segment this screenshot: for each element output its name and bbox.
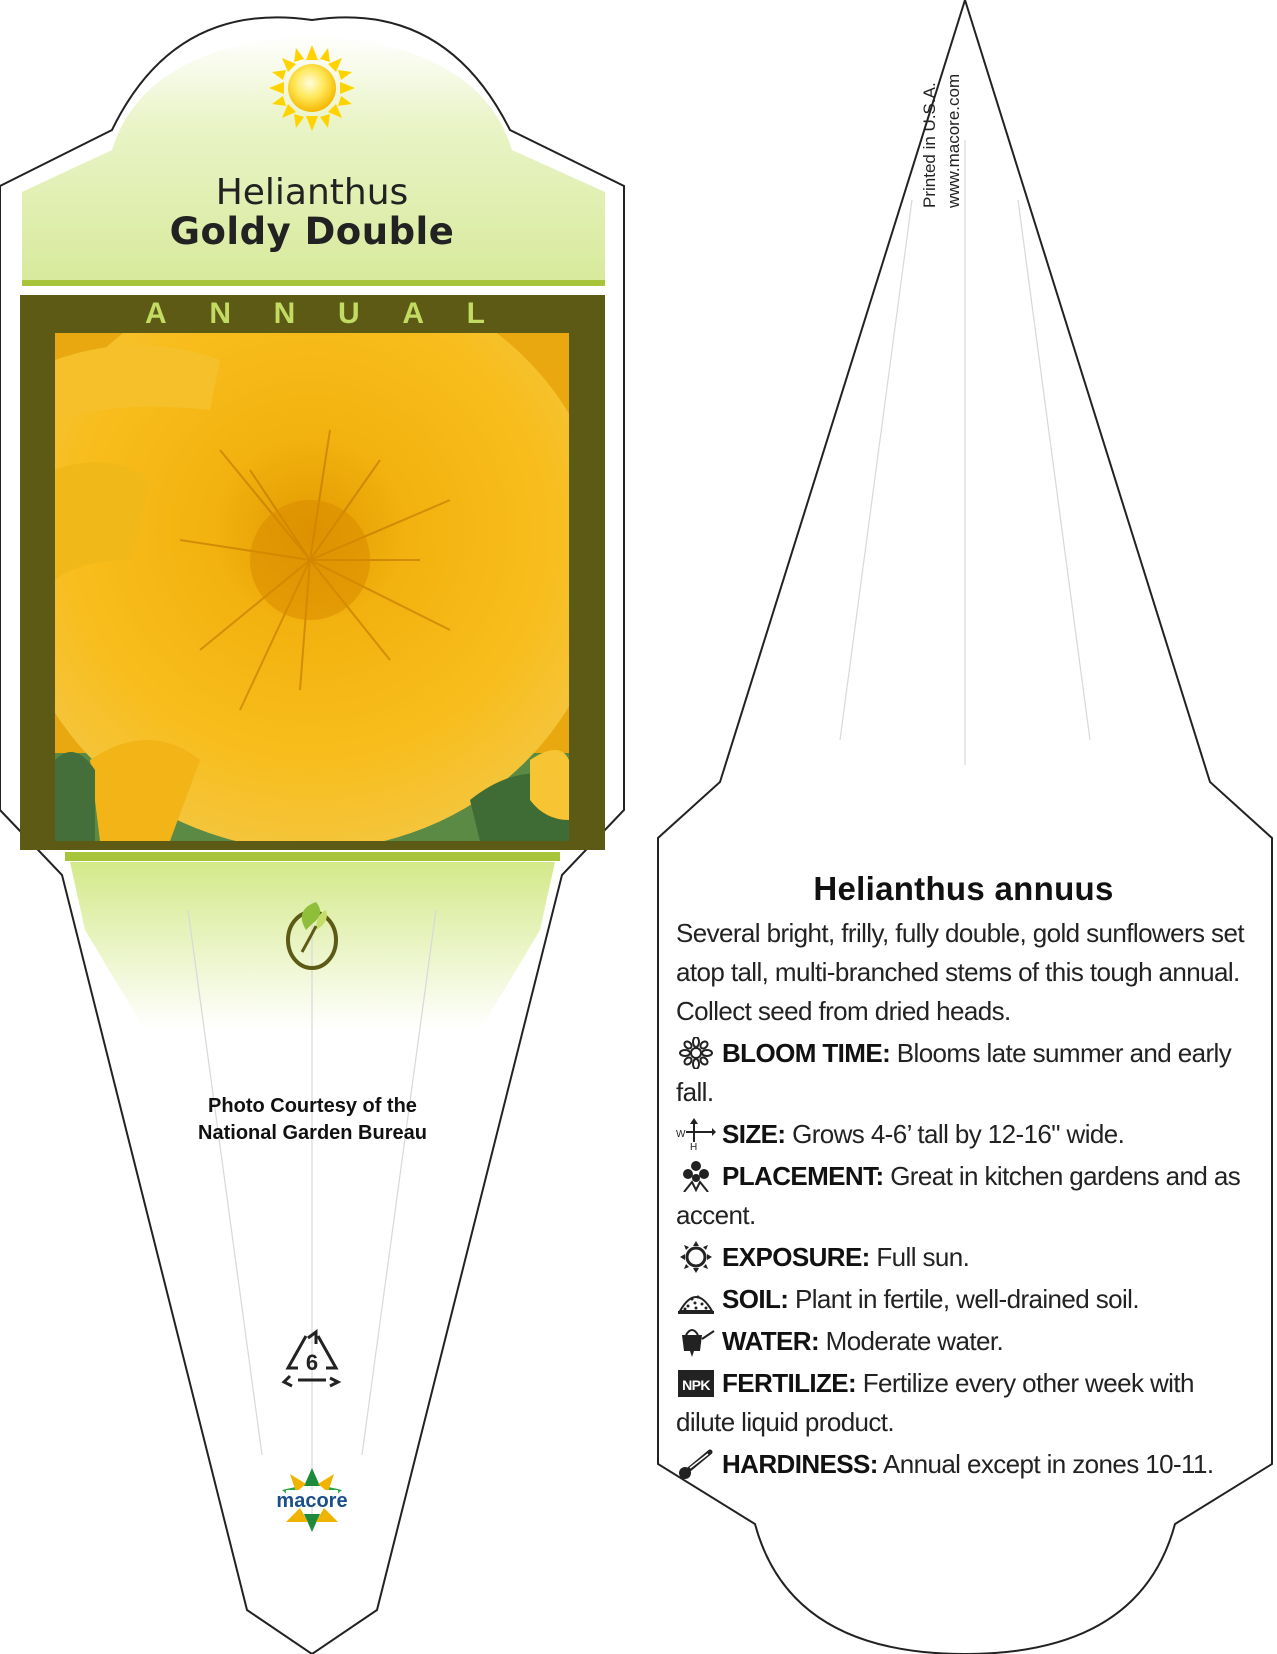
plant-description: Several bright, frilly, fully double, gold sunflowers set atop tall, multi-branched stems of this tough annual. Collect seed from dried heads. bbox=[676, 918, 1244, 1026]
category-letter: L bbox=[466, 297, 485, 330]
plant-cultivar: Goldy Double bbox=[169, 210, 455, 253]
attribute-label: SIZE: bbox=[722, 1119, 786, 1149]
attribute-label: FERTILIZE: bbox=[722, 1368, 857, 1398]
attribute-label: WATER: bbox=[722, 1326, 820, 1356]
header-band bbox=[22, 280, 605, 286]
attribute-placement bbox=[676, 1157, 1251, 1235]
attribute-fertilize bbox=[676, 1364, 1251, 1442]
photo-bottom-band bbox=[65, 852, 560, 861]
category-letter: U bbox=[337, 297, 360, 330]
sun-icon bbox=[676, 1241, 716, 1273]
attribute-text: Plant in fertile, well-drained soil. bbox=[794, 1284, 1139, 1314]
printed-info bbox=[918, 28, 978, 208]
printed-in: Printed in U.S.A. bbox=[920, 82, 939, 208]
soil-icon bbox=[676, 1283, 716, 1315]
size-icon-w: W bbox=[676, 1129, 685, 1140]
attribute-text: Blooms late summer and early fall. bbox=[676, 1038, 1232, 1107]
attribute-soil bbox=[676, 1280, 1251, 1319]
attribute-text: Great in kitchen gardens and as accent. bbox=[676, 1161, 1241, 1230]
attribute-text: Grows 4-6’ tall by 12-16" wide. bbox=[792, 1119, 1125, 1149]
attribute-text: Moderate water. bbox=[825, 1326, 1004, 1356]
photo-credit-line: National Garden Bureau bbox=[198, 1122, 427, 1144]
care-info bbox=[676, 870, 1251, 1484]
attribute-water bbox=[676, 1322, 1251, 1361]
brand-wordmark: macore bbox=[276, 1490, 348, 1512]
plant-genus: Helianthus bbox=[215, 172, 409, 213]
attribute-text: Fertilize every other week with dilute liquid product. bbox=[676, 1368, 1194, 1437]
category-letter: A bbox=[402, 297, 424, 330]
placement-icon bbox=[676, 1160, 716, 1192]
category-letter: N bbox=[273, 297, 296, 330]
attribute-label: BLOOM TIME: bbox=[722, 1038, 891, 1068]
attribute-label: PLACEMENT: bbox=[722, 1161, 884, 1191]
attribute-bloom-time bbox=[676, 1034, 1251, 1112]
sunflower-photo bbox=[10, 270, 610, 850]
attribute-text: Full sun. bbox=[876, 1242, 970, 1272]
attribute-text: Annual except in zones 10-11. bbox=[883, 1449, 1214, 1479]
category-letter: A bbox=[145, 297, 167, 330]
website: www.macore.com bbox=[944, 73, 963, 208]
attribute-exposure bbox=[676, 1238, 1251, 1277]
attribute-hardiness bbox=[676, 1445, 1251, 1484]
watering-can-icon bbox=[676, 1325, 716, 1357]
size-icon bbox=[676, 1118, 716, 1150]
size-icon-h: H bbox=[690, 1142, 697, 1150]
npk-text: NPK bbox=[682, 1377, 710, 1393]
category-label bbox=[145, 297, 485, 331]
npk-icon bbox=[676, 1367, 716, 1399]
category-letter: N bbox=[209, 297, 231, 330]
attribute-label: SOIL: bbox=[722, 1284, 789, 1314]
attribute-label: EXPOSURE: bbox=[722, 1242, 870, 1272]
species-name: Helianthus annuus bbox=[813, 870, 1114, 907]
photo-credit-line: Photo Courtesy of the bbox=[208, 1095, 417, 1117]
flower-icon bbox=[676, 1037, 716, 1069]
photo-credit bbox=[150, 1093, 475, 1147]
attribute-size bbox=[676, 1115, 1251, 1154]
attribute-label: HARDINESS: bbox=[722, 1449, 878, 1479]
recycle-code: 6 bbox=[305, 1350, 319, 1375]
thermometer-icon bbox=[676, 1448, 716, 1480]
